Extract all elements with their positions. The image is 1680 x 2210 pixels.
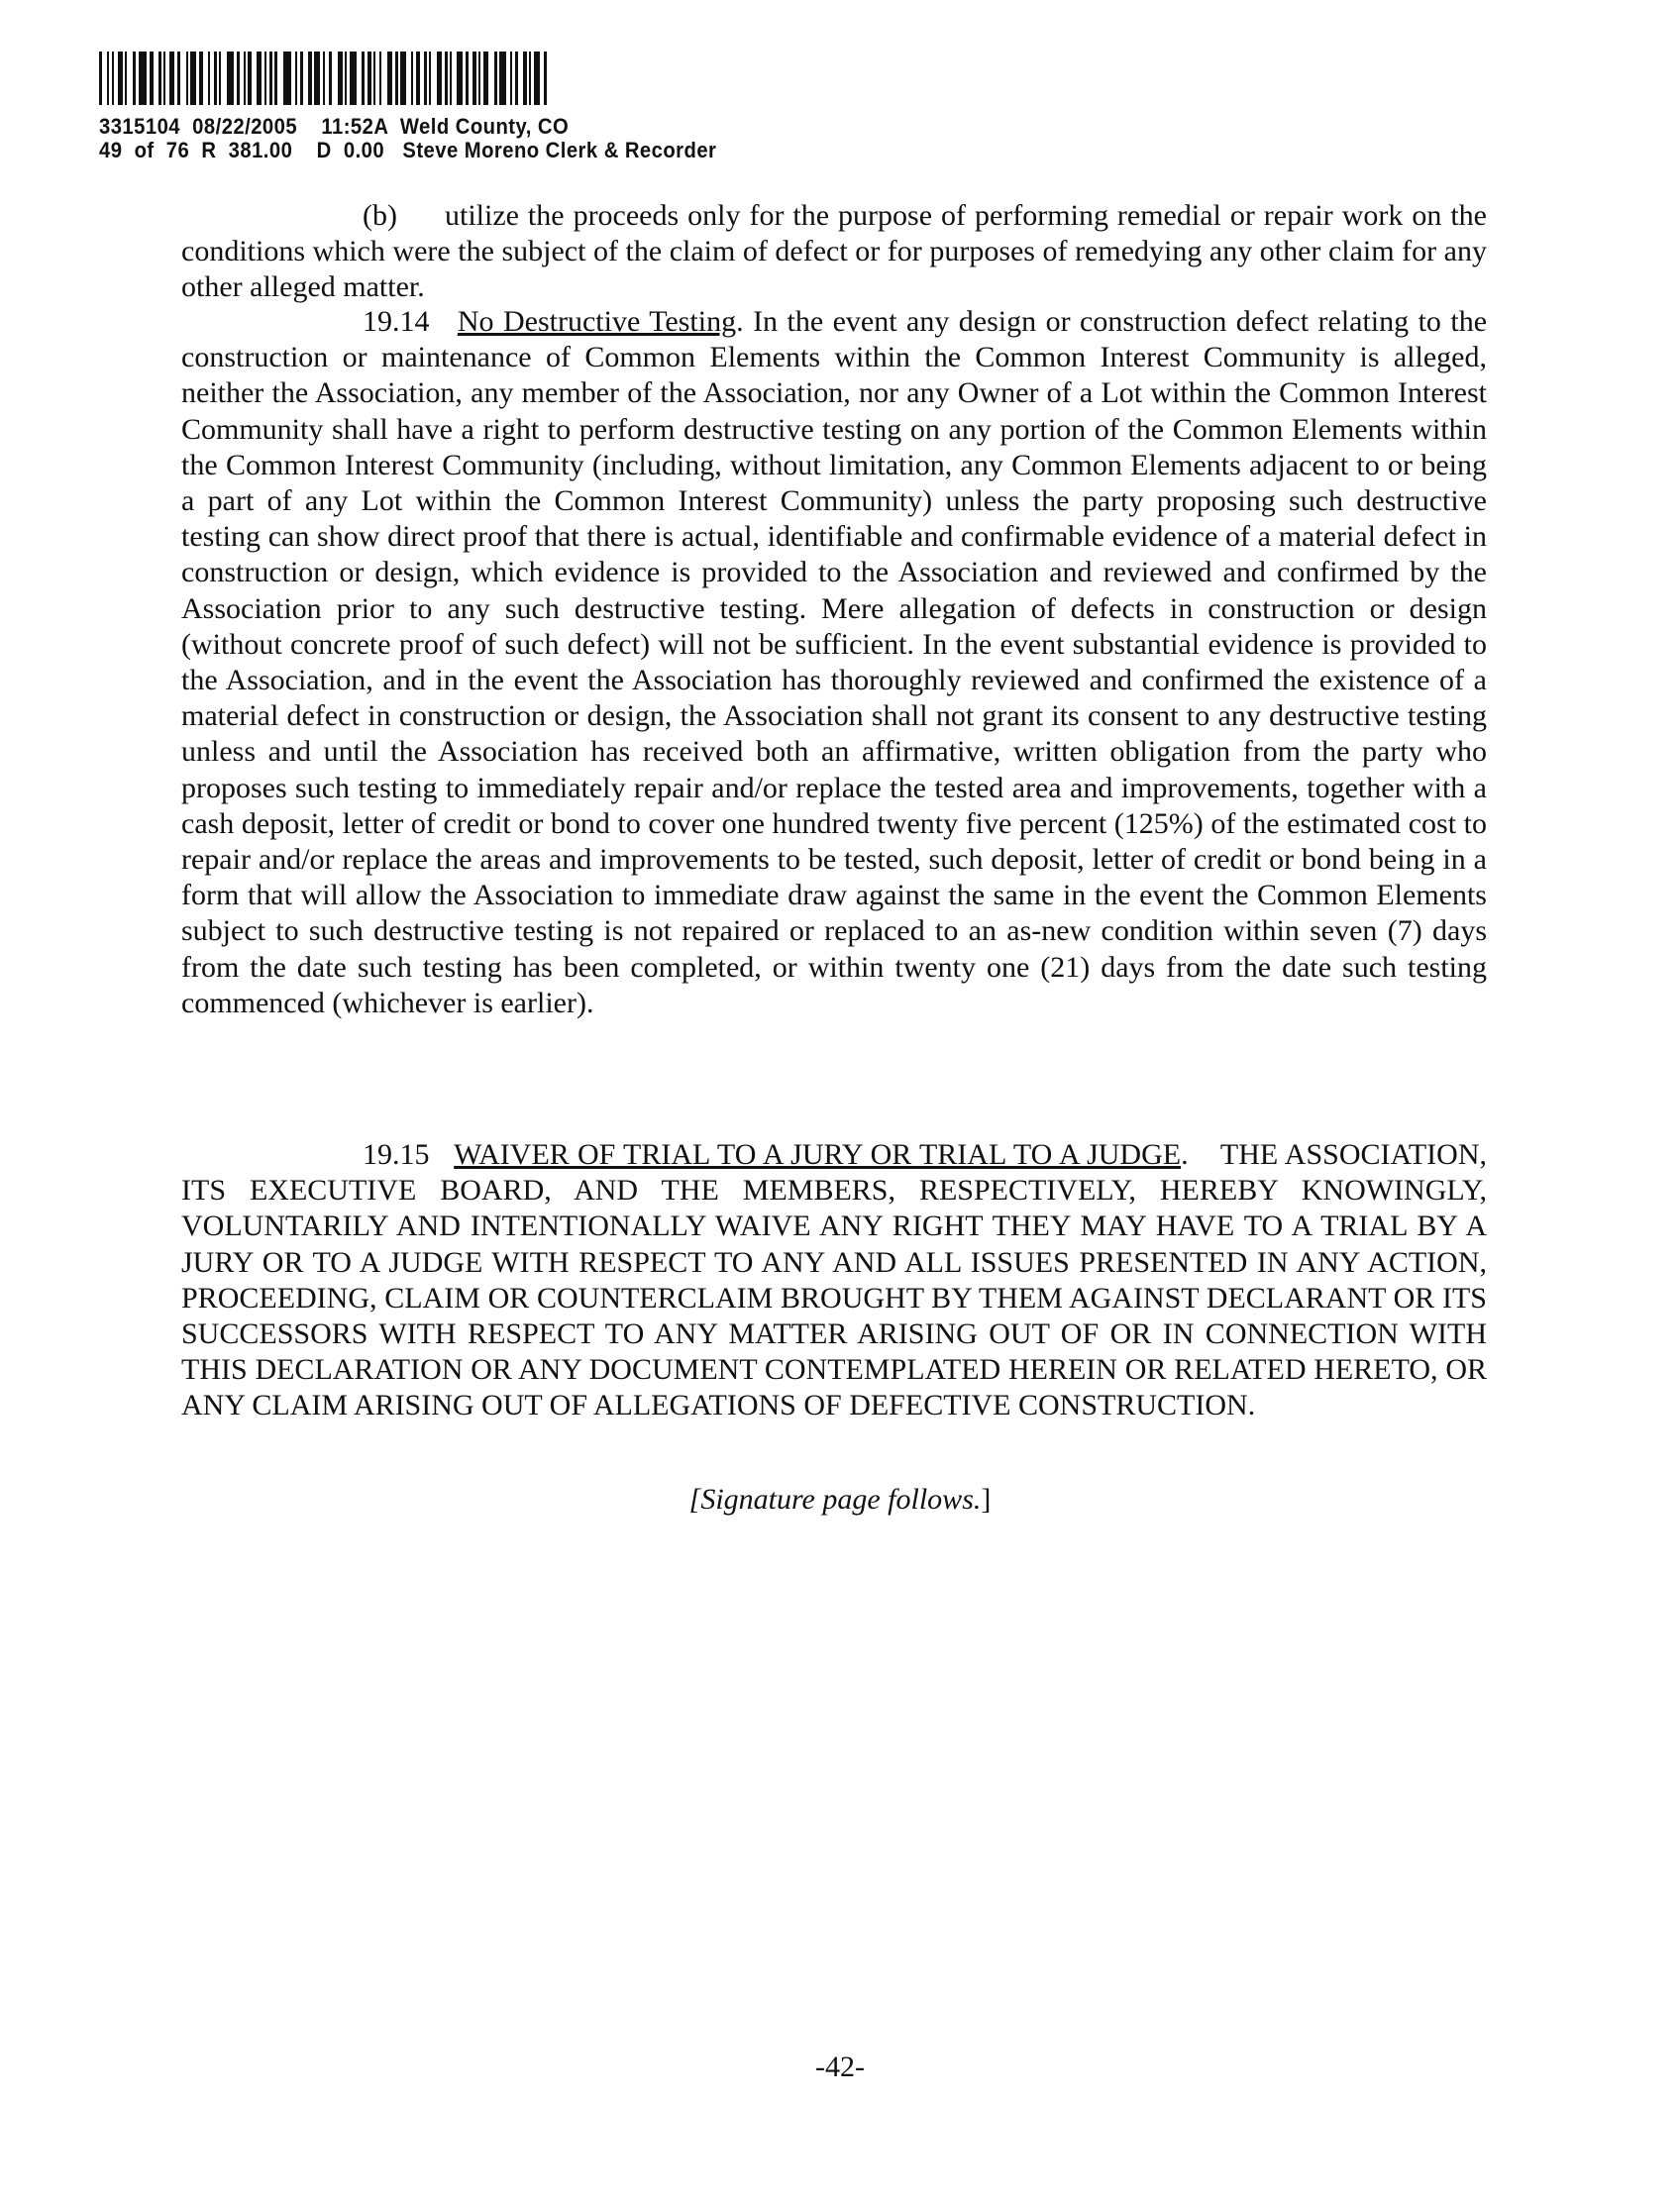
barcode-bar bbox=[483, 52, 488, 105]
barcode-bar bbox=[445, 52, 448, 105]
barcode-bar bbox=[429, 52, 431, 105]
barcode-bar bbox=[125, 52, 127, 105]
section-19-14-heading-punct: . bbox=[736, 305, 744, 338]
barcode-bar bbox=[177, 52, 180, 105]
section-19-14 bbox=[181, 304, 1487, 1021]
barcode-bar bbox=[523, 52, 527, 105]
section-19-15-text: THE ASSOCIATION, ITS EXECUTIVE BOARD, AND THE MEMBERS, RESPECTIVELY, HEREBY KNOWINGLY, VOLUNTARILY AND INTENTIONALLY WAIVE ANY RIGHT THEY MAY HAVE TO A TRIAL BY A JURY OR TO A JUDGE WITH RESPECT TO ANY AND ALL ISSUES PRESENTED IN ANY ACTION, PROCEEDING, CLAIM OR COUNTERCLAIM BROUGHT BY THEM AGAINST DECLARANT OR ITS SUCCESSORS WITH RESPECT TO ANY MATTER ARISING OUT OF OR IN CONNECTION WITH THIS DECLARATION OR ANY DOCUMENT CONTEMPLATED HEREIN OR RELATED HERETO, OR ANY CLAIM ARISING OUT OF ALLEGATIONS OF DEFECTIVE CONSTRUCTION. bbox=[181, 1138, 1487, 1422]
barcode-bar bbox=[274, 52, 277, 105]
section-19-15-heading: WAIVER OF TRIAL TO A JURY OR TRIAL TO A JUDGE bbox=[454, 1138, 1182, 1171]
section-19-14-heading: No Destructive Testing bbox=[457, 305, 737, 338]
barcode-bar bbox=[345, 52, 347, 105]
barcode-bar bbox=[329, 52, 332, 105]
section-19-14-text: In the event any design or construction defect relating to the construction or maintenance of Common Elements within the Common Interest Community is alleged, neither the Association, any member of the Association, nor any Owner of a Lot within the Common Interest Community shall have a right to perform destructive testing on any portion of the Common Elements within the Common Interest Community (including, without limitation, any Common Elements adjacent to or being a part of any Lot within the Common Interest Community) unless the party proposing such destructive testing can show direct proof that there is actual, identifiable and confirmable evidence of a material defect in construction or design, which evidence is provided to the Association and reviewed and confirmed by the Association prior to any such destructive testing. Mere allegation of defects in construction or design (without concrete proof of such defect) will not be sufficient. In the event substantial evidence is provided to the Association, and in the event the Association has thoroughly reviewed and confirmed the existence of a material defect in construction or design, the Association shall not grant its consent to any destructive testing unless and until the Association has received both an affirmative, written obligation from the party who proposes such testing to immediately repair and/or replace the tested area and improvements, together with a cash deposit, letter of credit or bond to cover one hundred twenty five percent (125%) of the estimated cost to repair and/or replace the areas and improvements to be tested, such deposit, letter of credit or bond being in a form that will allow the Association to immediate draw against the same in the event the Common Elements subject to such destructive testing is not repaired or replaced to an as-new condition within seven (7) days from the date such testing has been completed, or within twenty one (21) days from the date such testing commenced (whichever is earlier). bbox=[181, 305, 1488, 1019]
stamp-page-fee-line: 49 of 76 R 381.00 D 0.00 Steve Moreno Clerk & Recorder bbox=[99, 138, 717, 162]
barcode-bar bbox=[387, 52, 392, 105]
barcode-bar bbox=[362, 52, 365, 105]
signature-note-text: Signature page follows. bbox=[700, 1483, 982, 1516]
barcode-bar bbox=[264, 52, 266, 105]
paragraph-b-text: utilize the proceeds only for the purpose of performing remedial or repair work on the conditions which were the subject of the claim of defect or for purposes of remedying any other claim for any other alleged matter. bbox=[181, 199, 1487, 304]
barcode-bar bbox=[257, 52, 262, 105]
paragraph-b bbox=[181, 198, 1487, 306]
recorder-stamp bbox=[99, 52, 771, 162]
barcode-bar bbox=[466, 52, 469, 105]
section-19-15-number: 19.15 bbox=[363, 1138, 430, 1171]
barcode-bar bbox=[107, 52, 109, 105]
barcode-bar bbox=[472, 52, 476, 105]
barcode-bar bbox=[416, 52, 420, 105]
barcode-bar bbox=[368, 52, 371, 105]
stamp-reception-line: 3315104 08/22/2005 11:52A Weld County, CO bbox=[99, 114, 570, 139]
barcode-bar bbox=[295, 52, 297, 105]
barcode-bar bbox=[163, 52, 165, 105]
section-19-14-number: 19.14 bbox=[363, 305, 430, 338]
barcode-bar bbox=[190, 52, 196, 105]
barcode-bar bbox=[219, 52, 221, 105]
barcode-bar bbox=[411, 52, 413, 105]
signature-note-close: ] bbox=[981, 1483, 992, 1516]
barcode-bar bbox=[186, 52, 188, 105]
barcode-bar bbox=[457, 52, 463, 105]
barcode-bar bbox=[248, 52, 252, 105]
barcode-bar bbox=[150, 52, 154, 105]
barcode-image bbox=[99, 52, 771, 105]
barcode-bar bbox=[99, 52, 102, 105]
barcode-bar bbox=[314, 52, 320, 105]
barcode-bar bbox=[373, 52, 375, 105]
barcode-bar bbox=[208, 52, 210, 105]
barcode-bar bbox=[214, 52, 217, 105]
barcode-bar bbox=[269, 52, 272, 105]
barcode-bar bbox=[437, 52, 442, 105]
paragraph-b-label: (b) bbox=[363, 199, 397, 232]
barcode-bar bbox=[158, 52, 161, 105]
barcode-bar bbox=[510, 52, 512, 105]
page-number: -42- bbox=[815, 2051, 865, 2083]
barcode-bar bbox=[308, 52, 312, 105]
barcode-bar bbox=[244, 52, 246, 105]
barcode-bar bbox=[379, 52, 381, 105]
barcode-bar bbox=[133, 52, 136, 105]
section-19-15-heading-punct: . bbox=[1181, 1138, 1189, 1171]
barcode-bar bbox=[112, 52, 114, 105]
barcode-bar bbox=[118, 52, 123, 105]
barcode-bar bbox=[534, 52, 540, 105]
barcode-bar bbox=[515, 52, 518, 105]
barcode-bar bbox=[450, 52, 452, 105]
barcode-bar bbox=[283, 52, 291, 105]
barcode-bar bbox=[139, 52, 147, 105]
signature-note-open: [ bbox=[688, 1483, 701, 1516]
barcode-bar bbox=[199, 52, 203, 105]
barcode-bar bbox=[424, 52, 427, 105]
barcode-bar bbox=[499, 52, 506, 105]
barcode-bar bbox=[169, 52, 174, 105]
barcode-bar bbox=[227, 52, 234, 105]
barcode-bar bbox=[544, 52, 547, 105]
barcode-bar bbox=[395, 52, 398, 105]
signature-page-note bbox=[0, 1483, 1680, 1517]
barcode-bar bbox=[300, 52, 303, 105]
barcode-bar bbox=[237, 52, 240, 105]
barcode-bar bbox=[338, 52, 343, 105]
barcode-bar bbox=[400, 52, 406, 105]
barcode-bar bbox=[494, 52, 497, 105]
barcode-bar bbox=[529, 52, 531, 105]
barcode-bar bbox=[350, 52, 357, 105]
barcode-bar bbox=[323, 52, 325, 105]
barcode-bar bbox=[478, 52, 480, 105]
section-19-15 bbox=[181, 1137, 1487, 1424]
